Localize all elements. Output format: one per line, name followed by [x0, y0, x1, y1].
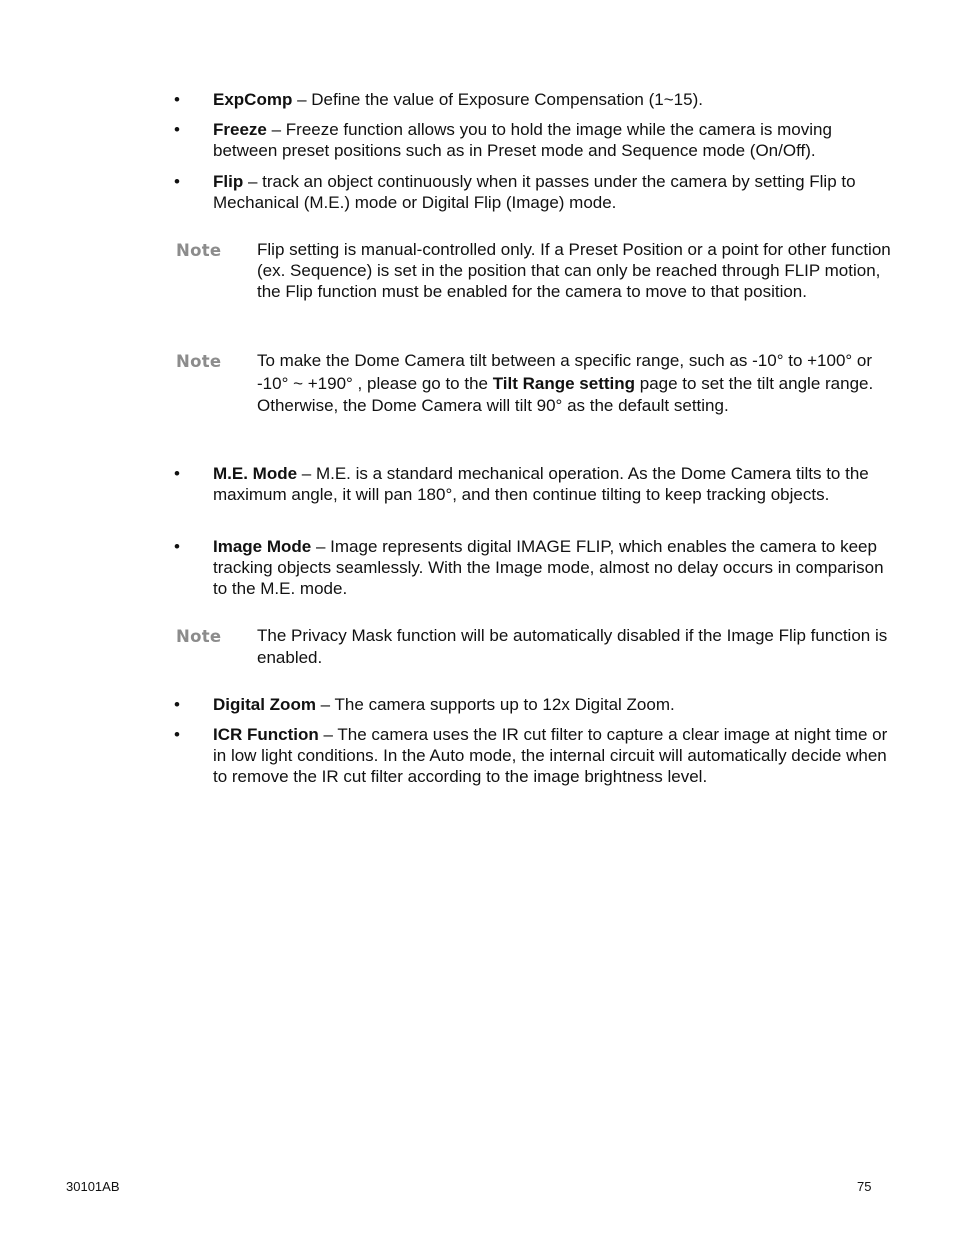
bullet-desc: – Freeze function allows you to hold the image while the camera is moving between preset positions such as in Preset mode and Sequence mode (On/Off). — [213, 120, 832, 160]
bullet-text — [213, 119, 898, 161]
footer-doc-id: 30101AB — [66, 1179, 120, 1194]
bullet-text — [213, 694, 898, 715]
note-label: Note — [176, 352, 222, 371]
bullet-term: ExpComp — [213, 90, 293, 109]
bullet-text — [213, 171, 898, 213]
bullet-dot: • — [174, 464, 180, 483]
bullet-dot: • — [174, 90, 180, 109]
bullet-term: Digital Zoom — [213, 695, 316, 714]
note-text-before: To make the Dome Camera tilt between a specific range, such as -10° to +100° or -10° ~ +190° , please go to the — [257, 351, 873, 393]
bullet-text — [213, 463, 898, 505]
bullet-dot: • — [174, 172, 180, 191]
bullet-dot: • — [174, 695, 180, 714]
bullet-dot: • — [174, 537, 180, 556]
bullet-dot: • — [174, 120, 180, 139]
bullet-desc: – The camera uses the IR cut filter to capture a clear image at night time or in low light conditions. In the Auto mode, the internal circuit will automatically decide when to remove the IR cut filter according to the image brightness level. — [213, 725, 888, 786]
note-label: Note — [176, 241, 222, 260]
bullet-text — [213, 89, 898, 110]
tilt-range-link-text: Tilt Range setting — [492, 373, 636, 393]
bullet-desc: – The camera supports up to 12x Digital Zoom. — [315, 695, 675, 714]
note-label: Note — [176, 627, 222, 646]
bullet-desc: – Image represents digital IMAGE FLIP, which enables the camera to keep tracking objects seamlessly. With the Image mode, almost no delay occurs in comparison to the M.E. mode. — [213, 537, 884, 598]
bullet-text — [213, 724, 898, 787]
bullet-term: Flip — [213, 172, 244, 191]
bullet-term: ICR Function — [213, 725, 319, 744]
bullet-term: Freeze — [213, 120, 267, 139]
bullet-desc: – M.E. is a standard mechanical operation. As the Dome Camera tilts to the maximum angle, it will pan 180°, and then continue tilting to keep tracking objects. — [213, 464, 869, 504]
bullet-desc: – Define the value of Exposure Compensation (1~15). — [292, 90, 703, 109]
note-text: Flip setting is manual-controlled only. If a Preset Position or a point for other function (ex. Sequence) is set in the position that can only be reached through FLIP motion, the Flip function must be enabled for the camera to move to that position. — [257, 240, 891, 301]
note-text: The Privacy Mask function will be automatically disabled if the Image Flip function is enabled. — [257, 626, 888, 667]
note-text-after: page to set the tilt angle range. Otherwise, the Dome Camera will tilt 90° as the default setting. — [257, 373, 874, 415]
bullet-dot: • — [174, 725, 180, 744]
bullet-desc: – track an object continuously when it passes under the camera by setting Flip to Mechanical (M.E.) mode or Digital Flip (Image) mode. — [213, 172, 856, 212]
bullet-term: Image Mode — [213, 537, 312, 556]
bullet-text — [213, 536, 898, 599]
bullet-term: M.E. Mode — [213, 464, 298, 483]
footer-page-number: 75 — [857, 1179, 872, 1194]
note-text — [257, 350, 897, 418]
